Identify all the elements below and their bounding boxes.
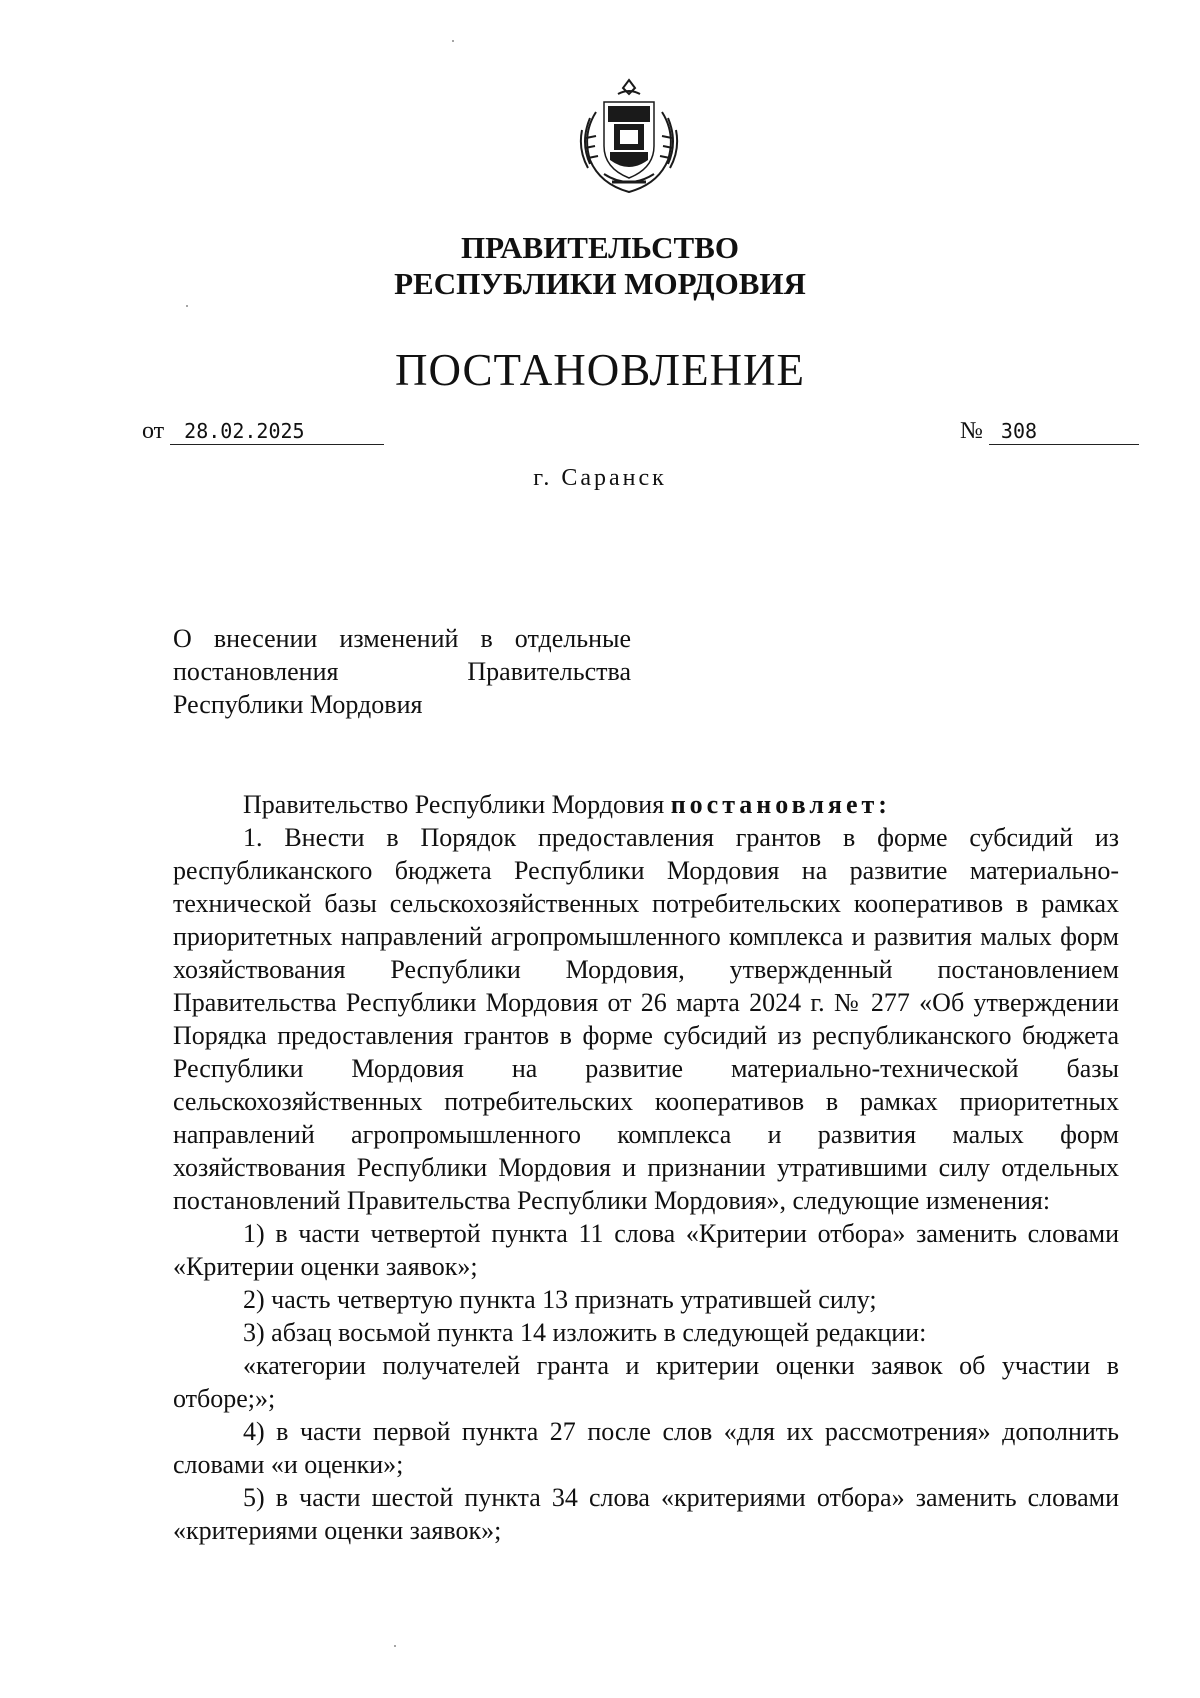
- body-paragraph: 3) абзац восьмой пункта 14 изложить в следующей редакции:: [243, 1318, 927, 1347]
- document-subject: [173, 622, 631, 721]
- number-field: [960, 418, 1139, 445]
- body-paragraph: 4) в части первой пункта 27 после слов «для их рассмотрения» дополнить словами «и оценки»;: [173, 1417, 1119, 1479]
- document-body: [173, 788, 1119, 1547]
- intro-text: Правительство Республики Мордовия: [243, 790, 671, 819]
- resolution-keyword: постановляет:: [670, 790, 891, 819]
- number-value: 308: [989, 418, 1139, 445]
- government-name-line2: РЕСПУБЛИКИ МОРДОВИЯ: [394, 266, 806, 301]
- body-paragraph: 5) в части шестой пункта 34 слова «критериями отбора» заменить словами «критериями оценки заявок»;: [173, 1483, 1119, 1545]
- subject-line: Республики Мордовия: [173, 690, 423, 719]
- body-paragraph: «категории получателей гранта и критерии оценки заявок об участии в отборе;»;: [173, 1351, 1119, 1413]
- number-prefix: №: [960, 418, 983, 444]
- subject-line: О внесении изменений в отдельные: [173, 624, 631, 653]
- date-value: 28.02.2025: [170, 418, 384, 445]
- government-name-line1: ПРАВИТЕЛЬСТВО: [461, 230, 739, 265]
- body-paragraph: 1. Внести в Порядок предоставления грантов в форме субсидий из республиканского бюджета Республики Мордовия на развитие материально-технической базы сельскохозяйственных потребительских кооперативов в рамках приоритетных направлений агропромышленного комплекса и развития малых форм хозяйствования Республики Мордовия, утвержденный постановлением Правительства Республики Мордовия от 26 марта 2024 г. № 277 «Об утверждении Порядка предоставления грантов в форме субсидий из республиканского бюджета Республики Мордовия на развитие материально-технической базы сельскохозяйственных потребительских кооперативов в рамках приоритетных направлений агропромышленного комплекса и развития малых форм хозяйствования Республики Мордовия и признании утратившими силу отдельных постановлений Правительства Республики Мордовия», следующие изменения:: [173, 823, 1119, 1215]
- document-type: ПОСТАНОВЛЕНИЕ: [394, 345, 806, 395]
- body-paragraph: 1) в части четвертой пункта 11 слова «Критерии отбора» заменить словами «Критерии оценки заявок»;: [173, 1219, 1119, 1281]
- body-paragraph: 2) часть четвертую пункта 13 признать утратившей силу;: [243, 1285, 877, 1314]
- coat-of-arms-icon: [568, 78, 690, 196]
- scan-speck: [186, 305, 188, 307]
- scan-speck: [452, 40, 454, 42]
- city: г. Саранск: [533, 465, 667, 491]
- date-prefix: от: [142, 418, 165, 444]
- scan-speck: [394, 1645, 396, 1647]
- intro-paragraph: [173, 788, 1119, 821]
- date-field: [142, 418, 384, 445]
- subject-line: постановления Правительства: [173, 657, 631, 686]
